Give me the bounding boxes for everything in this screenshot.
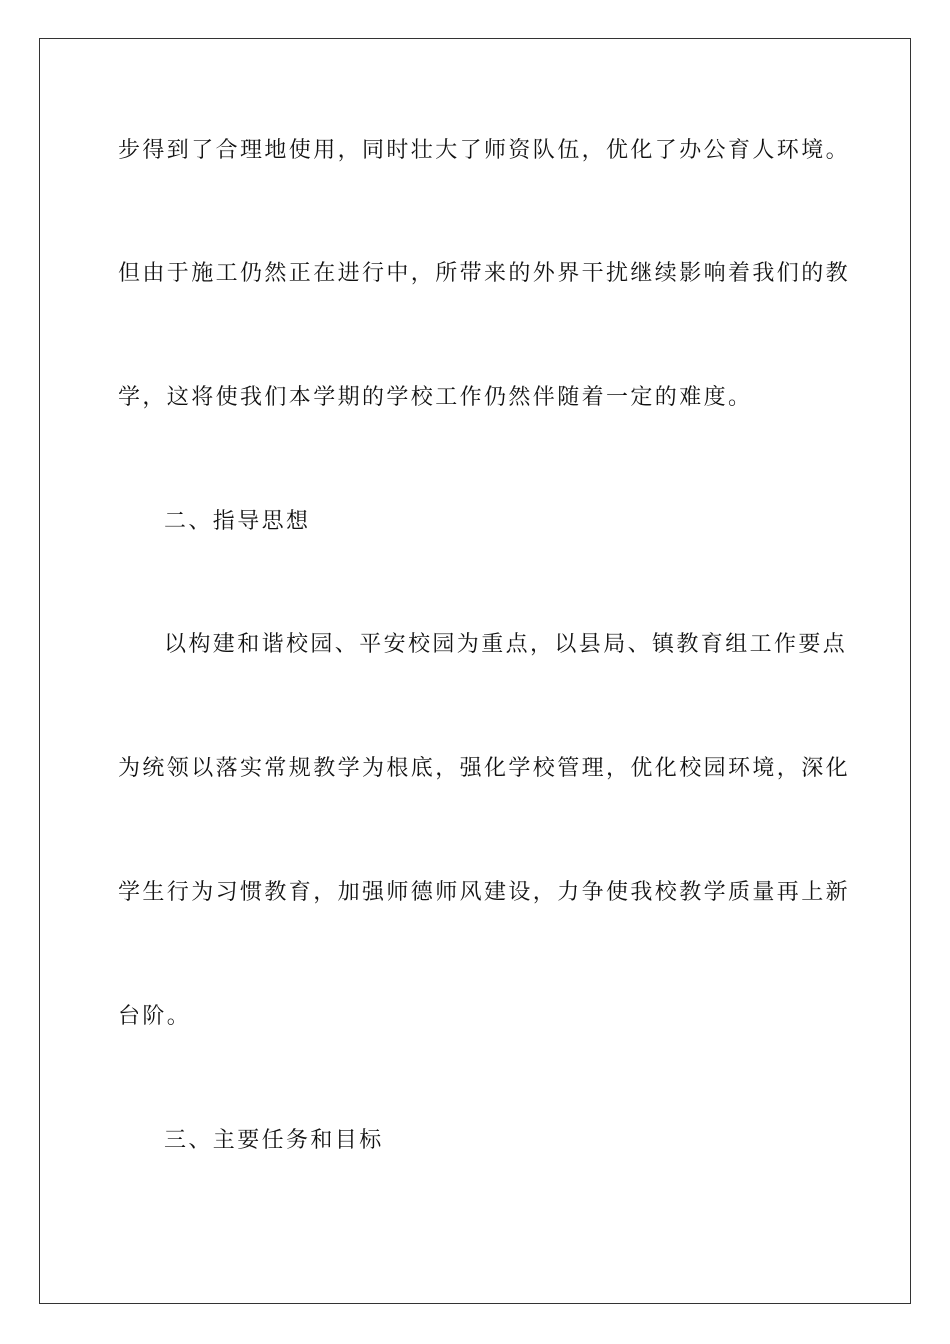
section-heading-guiding-ideology: 二、指导思想 [164, 509, 311, 534]
paragraph-line-4: 以构建和谐校园、平安校园为重点，以县局、镇教育组工作要点 [164, 632, 848, 657]
section-heading-main-tasks: 三、主要任务和目标 [164, 1128, 384, 1153]
paragraph-line-1: 步得到了合理地使用，同时壮大了师资队伍，优化了办公育人环境。 [118, 138, 851, 163]
paragraph-line-5: 为统领以落实常规教学为根底，强化学校管理，优化校园环境，深化 [118, 756, 851, 781]
paragraph-line-6: 学生行为习惯教育，加强师德师风建设，力争使我校教学质量再上新 [118, 880, 851, 905]
paragraph-line-7: 台阶。 [118, 1004, 192, 1029]
page-border [39, 38, 911, 1304]
paragraph-line-3: 学，这将使我们本学期的学校工作仍然伴随着一定的难度。 [118, 385, 753, 410]
paragraph-line-2: 但由于施工仍然正在进行中，所带来的外界干扰继续影响着我们的教 [118, 261, 851, 286]
